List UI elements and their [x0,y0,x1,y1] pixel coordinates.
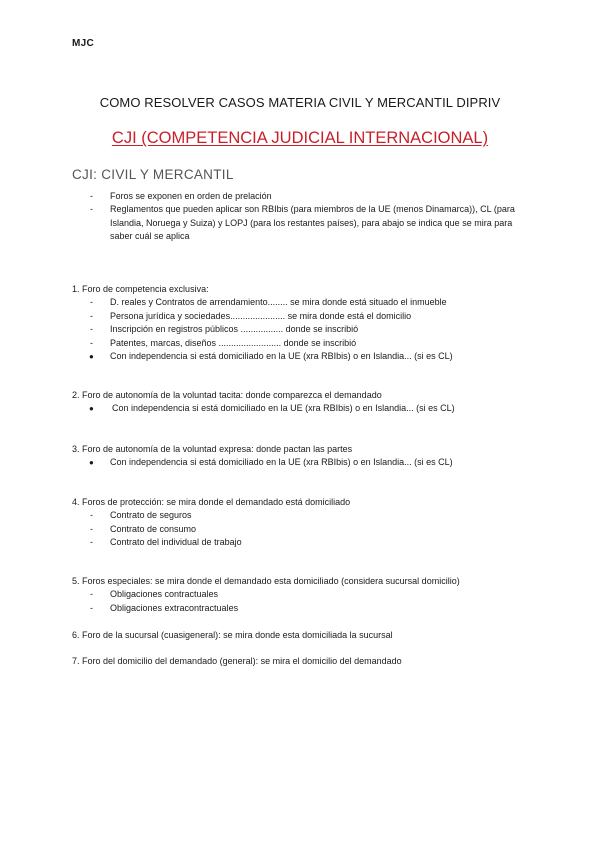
foro-heading: 2. Foro de autonomía de la voluntad tacita: donde comparezca el demandado [72,390,382,400]
dash-marker: - [90,337,93,348]
document-title: COMO RESOLVER CASOS MATERIA CIVIL Y MERCANTIL DIPRIV [99,95,501,110]
list-item: ● Con independencia si está domiciliado en la UE (xra RBIbis) o en Islandia... (si es CL) [72,350,453,363]
list-item: - D. reales y Contratos de arrendamiento........ se mira donde está situado el inmueble [72,296,453,309]
dash-marker: - [90,310,93,321]
foro-section-6 [72,629,393,642]
list-item: - Obligaciones contractuales [72,588,460,601]
list-item: - Patentes, marcas, diseños ......................... donde se inscribió [72,337,453,350]
list-item: - Inscripción en registros públicos ................. donde se inscribió [72,323,453,336]
dash-marker: - [90,602,93,613]
foro-section-5 [72,575,460,615]
dash-marker: - [90,191,93,201]
list-item: - Contrato del individual de trabajo [72,536,350,549]
foro-heading: 4. Foros de protección: se mira donde el demandado está domiciliado [72,497,351,507]
bullet-marker: ● [89,404,94,414]
list-item: - Persona jurídica y sociedades...................... se mira donde está el domicilio [72,310,453,323]
bullet-marker: ● [89,458,94,468]
dash-marker: - [90,523,93,534]
intro-list [72,190,532,244]
foro-section-1 [72,283,453,363]
list-item: ● Con independencia si está domiciliado en la UE (xra RBIbis) o en Islandia... (si es CL) [72,402,455,415]
dash-marker: - [90,589,93,600]
header-mark: MJC [72,38,95,49]
foro-section-2 [72,389,455,416]
list-item: ● Con independencia si está domiciliado en la UE (xra RBIbis) o en Islandia... (si es CL) [72,456,453,469]
dash-marker: - [90,297,93,308]
list-item: - Foros se exponen en orden de prelación [72,190,532,203]
foro-heading: 5. Foros especiales: se mira donde el demandado esta domiciliado (considera sucursal domicilio) [72,576,460,586]
dash-marker: - [90,324,93,335]
foro-heading: 1. Foro de competencia exclusiva: [72,284,209,294]
list-item: - Obligaciones extracontractuales [72,602,460,615]
section-heading: CJI: CIVIL Y MERCANTIL [72,167,234,182]
list-item: - Contrato de consumo [72,523,350,536]
list-item: - Contrato de seguros [72,509,350,522]
dash-marker: - [90,510,93,521]
bullet-marker: ● [89,352,94,362]
foro-heading: 3. Foro de autonomía de la voluntad expresa: donde pactan las partes [72,444,353,454]
foro-section-4 [72,496,350,550]
foro-heading: 6. Foro de la sucursal (cuasigeneral): se mira donde esta domiciliada la sucursal [72,630,393,640]
list-item: - Reglamentos que pueden aplicar son RBIbis (para miembros de la UE (menos Dinamarca)), CL (para Islandia, Noruega y Suiza) y LOPJ (para los restantes países), para abajo se indica que se mira para saber cuál se aplica [90,204,515,242]
foro-section-7 [72,655,402,668]
document-subtitle: CJI (COMPETENCIA JUDICIAL INTERNACIONAL) [111,129,489,147]
dash-marker: - [90,204,93,215]
foro-heading: 7. Foro del domicilio del demandado (general): se mira el domicilio del demandado [72,656,402,666]
dash-marker: - [90,537,93,548]
foro-section-3 [72,443,453,470]
